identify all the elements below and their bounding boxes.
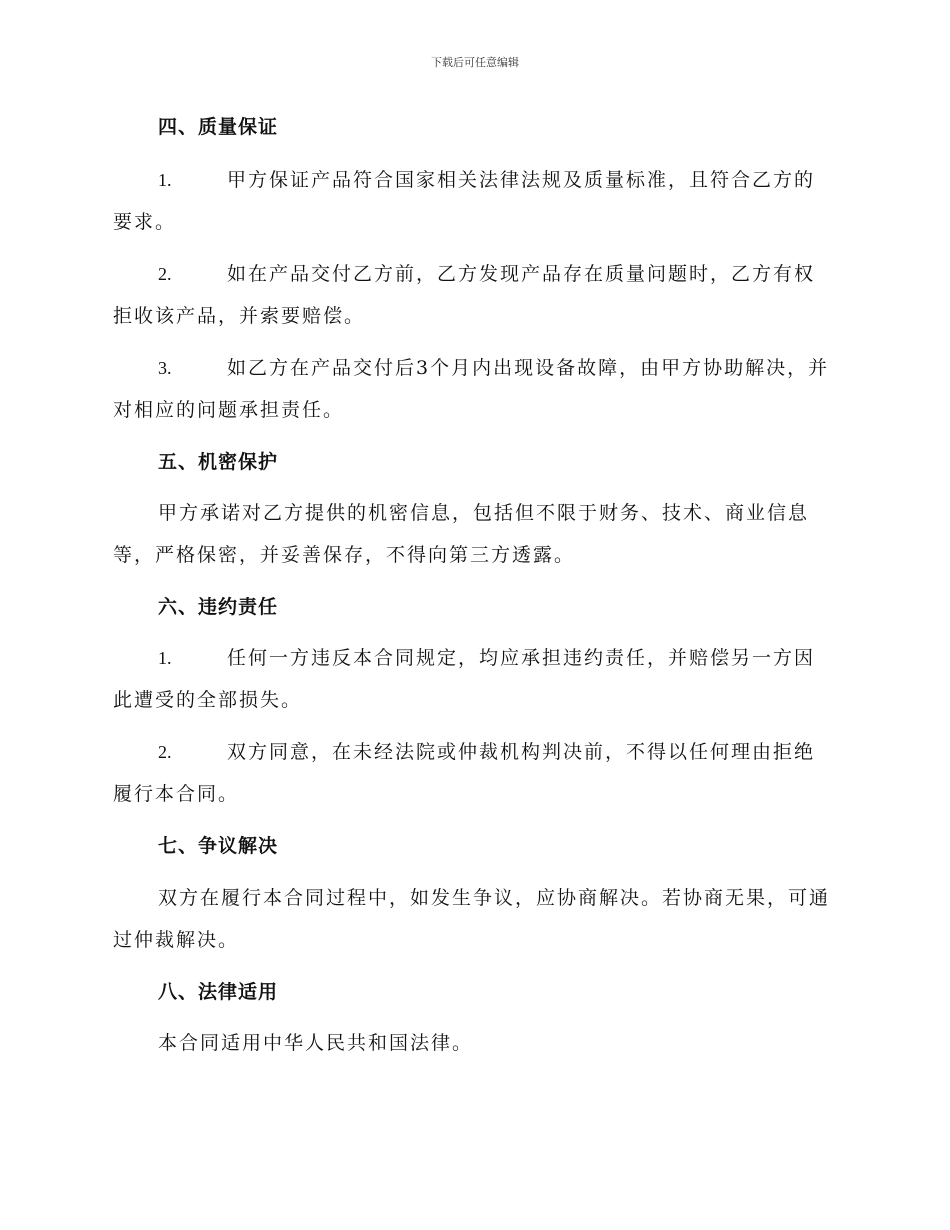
section-heading-law: 八、法律适用 <box>158 981 279 1003</box>
paragraph-text: 双方在履行本合同过程中，如发生争议，应协商解决。若协商无果，可通过仲裁解决。 <box>113 887 831 951</box>
quality-item-1 <box>113 159 833 243</box>
quality-item-3 <box>113 347 833 431</box>
section-heading-breach: 六、违约责任 <box>158 596 279 618</box>
item-text: 如在产品交付乙方前，乙方发现产品存在质量问题时，乙方有权拒收该产品，并索要赔偿。 <box>113 263 816 327</box>
item-text: 双方同意，在未经法院或仲裁机构判决前，不得以任何理由拒绝履行本合同。 <box>113 741 816 805</box>
item-number: 2. <box>158 742 172 762</box>
section-heading-quality: 四、质量保证 <box>158 116 279 138</box>
item-text: 任何一方违反本合同规定，均应承担违约责任，并赔偿另一方因此遭受的全部损失。 <box>113 647 816 711</box>
item-number: 1. <box>158 170 172 190</box>
item-text: 甲方保证产品符合国家相关法律法规及质量标准，且符合乙方的要求。 <box>113 169 816 233</box>
item-text: 如乙方在产品交付后3个月内出现设备故障，由甲方协助解决，并对相应的问题承担责任。 <box>113 357 830 421</box>
item-number: 2. <box>158 264 172 284</box>
section-heading-confidentiality: 五、机密保护 <box>158 451 279 473</box>
item-number: 3. <box>158 358 172 378</box>
paragraph-text: 甲方承诺对乙方提供的机密信息，包括但不限于财务、技术、商业信息等，严格保密，并妥善保存，不得向第三方透露。 <box>113 502 810 566</box>
breach-item-2 <box>113 731 833 815</box>
quality-item-2 <box>113 253 833 337</box>
law-paragraph <box>113 1022 833 1064</box>
item-number: 1. <box>158 648 172 668</box>
dispute-paragraph <box>113 877 833 961</box>
section-heading-dispute: 七、争议解决 <box>158 835 279 857</box>
page-header: 下载后可任意编辑 <box>431 56 519 69</box>
breach-item-1 <box>113 637 833 721</box>
paragraph-text: 本合同适用中华人民共和国法律。 <box>158 1032 474 1054</box>
confidentiality-paragraph <box>113 492 833 576</box>
